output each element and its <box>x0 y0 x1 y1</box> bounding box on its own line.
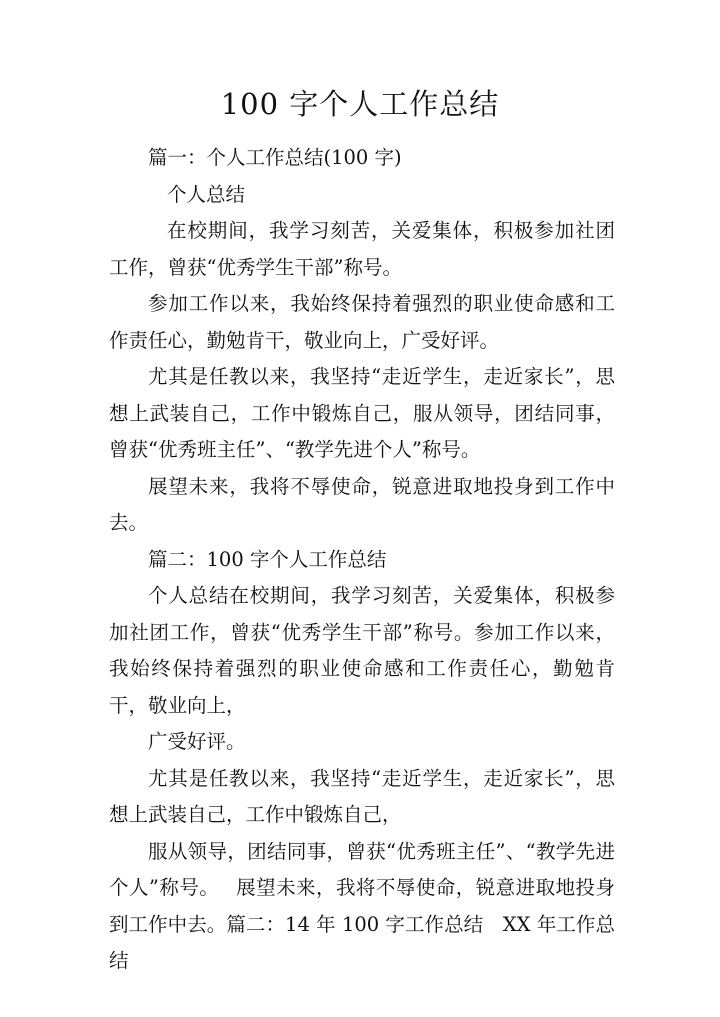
paragraph: 尤其是任教以来，我坚持“走近学生，走近家长”，思想上武装自己，工作中锻炼自己， <box>109 766 615 826</box>
paragraph: 在校期间，我学习刻苦，关爱集体，积极参加社团工作，曾获“优秀学生干部”称号。 <box>109 219 615 279</box>
paragraph: 个人总结在校期间，我学习刻苦，关爱集体，积极参加社团工作，曾获“优秀学生干部”称号。参加工作以来，我始终保持着强烈的职业使命感和工作责任心，勤勉肯干，敬业向上， <box>109 584 615 717</box>
document-title: 100 字个人工作总结 <box>220 87 500 121</box>
paragraph: 广受好评。 <box>148 730 246 753</box>
document-body <box>109 140 615 980</box>
paragraph: 展望未来，我将不辱使命，锐意进取地投身到工作中去。 <box>109 474 615 534</box>
paragraph: 尤其是任教以来，我坚持“走近学生，走近家长”，思想上武装自己，工作中锻炼自己，服从领导，团结同事，曾获“优秀班主任”、“教学先进个人”称号。 <box>109 365 615 461</box>
subheading-personal-summary: 个人总结 <box>167 182 246 206</box>
paragraph: 参加工作以来，我始终保持着强烈的职业使命感和工作责任心，勤勉肯干，敬业向上，广受好评。 <box>109 292 615 352</box>
section-heading-2: 篇二：100 字个人工作总结 <box>148 547 387 571</box>
paragraph: 服从领导，团结同事，曾获“优秀班主任”、“教学先进个人”称号。 展望未来，我将不辱使命，锐意进取地投身到工作中去。篇二：14 年 100 字工作总结 XX 年工作总结 <box>109 839 615 972</box>
section-heading-1: 篇一：个人工作总结(100 字) <box>148 146 402 169</box>
